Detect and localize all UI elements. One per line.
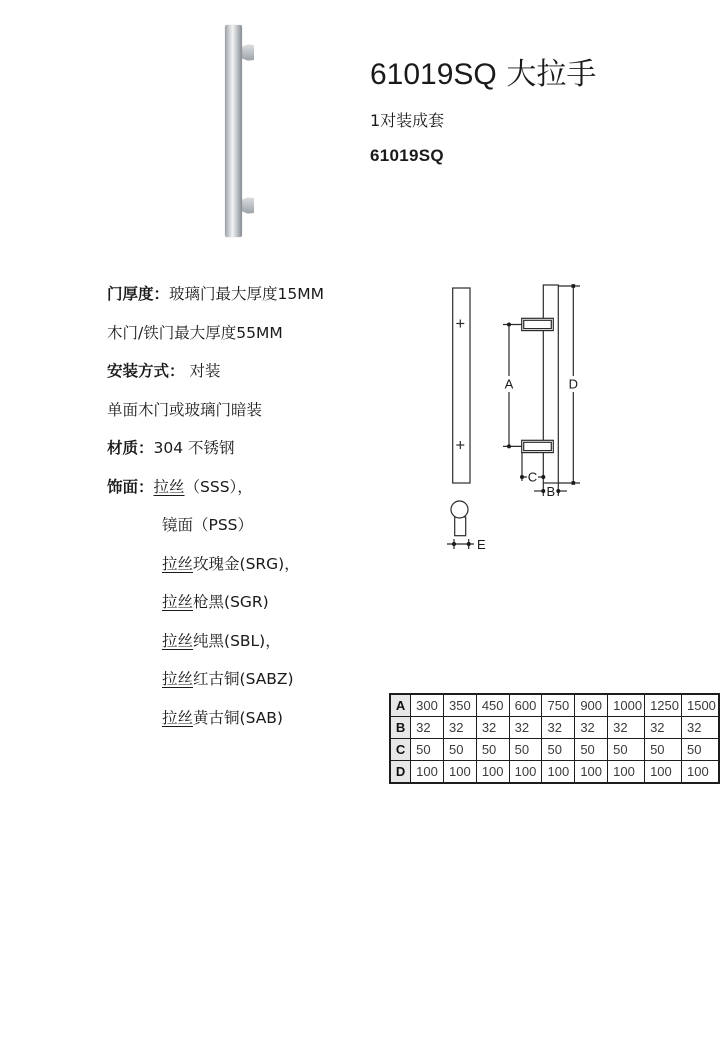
table-cell: 50 <box>509 739 542 761</box>
table-cell: 350 <box>444 694 477 717</box>
side-view-bar <box>543 285 558 483</box>
page-title <box>370 56 596 94</box>
handle-bar <box>225 25 242 237</box>
spec-text: 拉丝 <box>162 708 194 727</box>
spec-text: 木门/铁门最大厚度55MM <box>107 323 283 342</box>
spec-text: 304 不锈钢 <box>153 439 235 457</box>
handle-mount-post-top <box>240 44 254 61</box>
table-cell: 50 <box>476 739 509 761</box>
packaging-note: 1对装成套 <box>370 111 445 130</box>
title-model-code: 61019SQ <box>370 58 497 91</box>
size-table <box>389 693 720 784</box>
spec-text: 玻璃门最大厚度15MM <box>169 285 324 303</box>
table-cell: 32 <box>575 717 608 739</box>
spec-text: 黄古铜(SAB) <box>193 708 283 727</box>
spec-line <box>107 321 377 360</box>
spec-text: 饰面： <box>107 477 154 496</box>
table-cell: 300 <box>411 694 444 717</box>
table-cell: 1000 <box>608 694 645 717</box>
label-C: C <box>527 469 538 485</box>
spec-text: 拉丝 <box>162 670 194 688</box>
spec-text: 对装 <box>184 362 221 380</box>
handle-mount-post-bottom <box>240 197 254 214</box>
table-cell: 1250 <box>645 694 682 717</box>
spec-line <box>107 282 377 321</box>
product-photo <box>0 0 300 260</box>
technical-drawing <box>440 275 610 575</box>
table-cell: 100 <box>575 761 608 784</box>
spec-line <box>107 359 377 398</box>
spec-line <box>107 667 377 706</box>
table-cell: 600 <box>509 694 542 717</box>
table-cell: 50 <box>411 739 444 761</box>
spec-text: 安装方式： <box>107 362 185 380</box>
spec-text: 拉丝 <box>153 477 185 496</box>
table-cell: 450 <box>476 694 509 717</box>
table-cell: 1500 <box>681 694 719 717</box>
drawing-lines <box>447 285 580 549</box>
model-number: 61019SQ <box>370 146 444 165</box>
label-B: B <box>546 483 556 499</box>
table-cell: 100 <box>509 761 542 784</box>
spec-line <box>107 398 377 437</box>
table-cell: 32 <box>608 717 645 739</box>
spec-text: 玫瑰金(SRG)， <box>193 554 300 573</box>
table-cell: 900 <box>575 694 608 717</box>
table-cell: 100 <box>411 761 444 784</box>
label-D: D <box>568 376 578 392</box>
label-E: E <box>477 537 486 552</box>
spec-text: 拉丝 <box>162 593 194 611</box>
table-cell: 100 <box>476 761 509 784</box>
table-cell: 50 <box>645 739 682 761</box>
spec-text: 材质： <box>107 439 154 457</box>
table-cell: 100 <box>542 761 575 784</box>
spec-text: （SSS）， <box>184 477 253 496</box>
section-circle <box>451 501 468 518</box>
table-cell: 100 <box>681 761 719 784</box>
table-row <box>390 761 719 784</box>
spec-text: 单面木门或玻璃门暗装 <box>107 400 263 419</box>
table-cell: 750 <box>542 694 575 717</box>
spec-text: 纯黑(SBL)， <box>193 631 281 650</box>
spec-line <box>107 552 377 591</box>
table-cell: 50 <box>681 739 719 761</box>
spec-line <box>107 706 377 745</box>
table-cell: 100 <box>645 761 682 784</box>
table-cell: 32 <box>681 717 719 739</box>
front-view-outline <box>453 288 470 483</box>
spec-line <box>107 436 377 475</box>
table-row <box>390 694 719 717</box>
table-row <box>390 717 719 739</box>
label-A: A <box>504 376 514 392</box>
spec-line <box>107 475 377 514</box>
table-cell: 32 <box>509 717 542 739</box>
spec-line <box>107 590 377 629</box>
spec-text: 枪黑(SGR) <box>193 593 269 611</box>
title-product-name: 大拉手 <box>506 57 597 92</box>
section-neck <box>455 517 466 536</box>
table-cell: 50 <box>575 739 608 761</box>
spec-text: 拉丝 <box>162 554 194 573</box>
table-cell: 32 <box>542 717 575 739</box>
table-cell: 50 <box>444 739 477 761</box>
table-cell: 100 <box>608 761 645 784</box>
spec-text: 门厚度： <box>107 285 170 303</box>
dimension-labels <box>477 376 580 552</box>
table-cell: 32 <box>645 717 682 739</box>
table-row-header: A <box>390 694 411 717</box>
spec-line <box>107 513 377 552</box>
table-cell: 32 <box>444 717 477 739</box>
table-row-header: B <box>390 717 411 739</box>
table-row-header: C <box>390 739 411 761</box>
spec-list <box>107 282 377 744</box>
table-row <box>390 739 719 761</box>
spec-line <box>107 629 377 668</box>
spec-text: 红古铜(SABZ) <box>193 670 294 688</box>
table-cell: 50 <box>542 739 575 761</box>
spec-text: 镜面（PSS） <box>162 516 254 534</box>
table-cell: 32 <box>411 717 444 739</box>
table-cell: 32 <box>476 717 509 739</box>
table-cell: 50 <box>608 739 645 761</box>
table-cell: 100 <box>444 761 477 784</box>
table-row-header: D <box>390 761 411 784</box>
spec-text: 拉丝 <box>162 631 194 650</box>
